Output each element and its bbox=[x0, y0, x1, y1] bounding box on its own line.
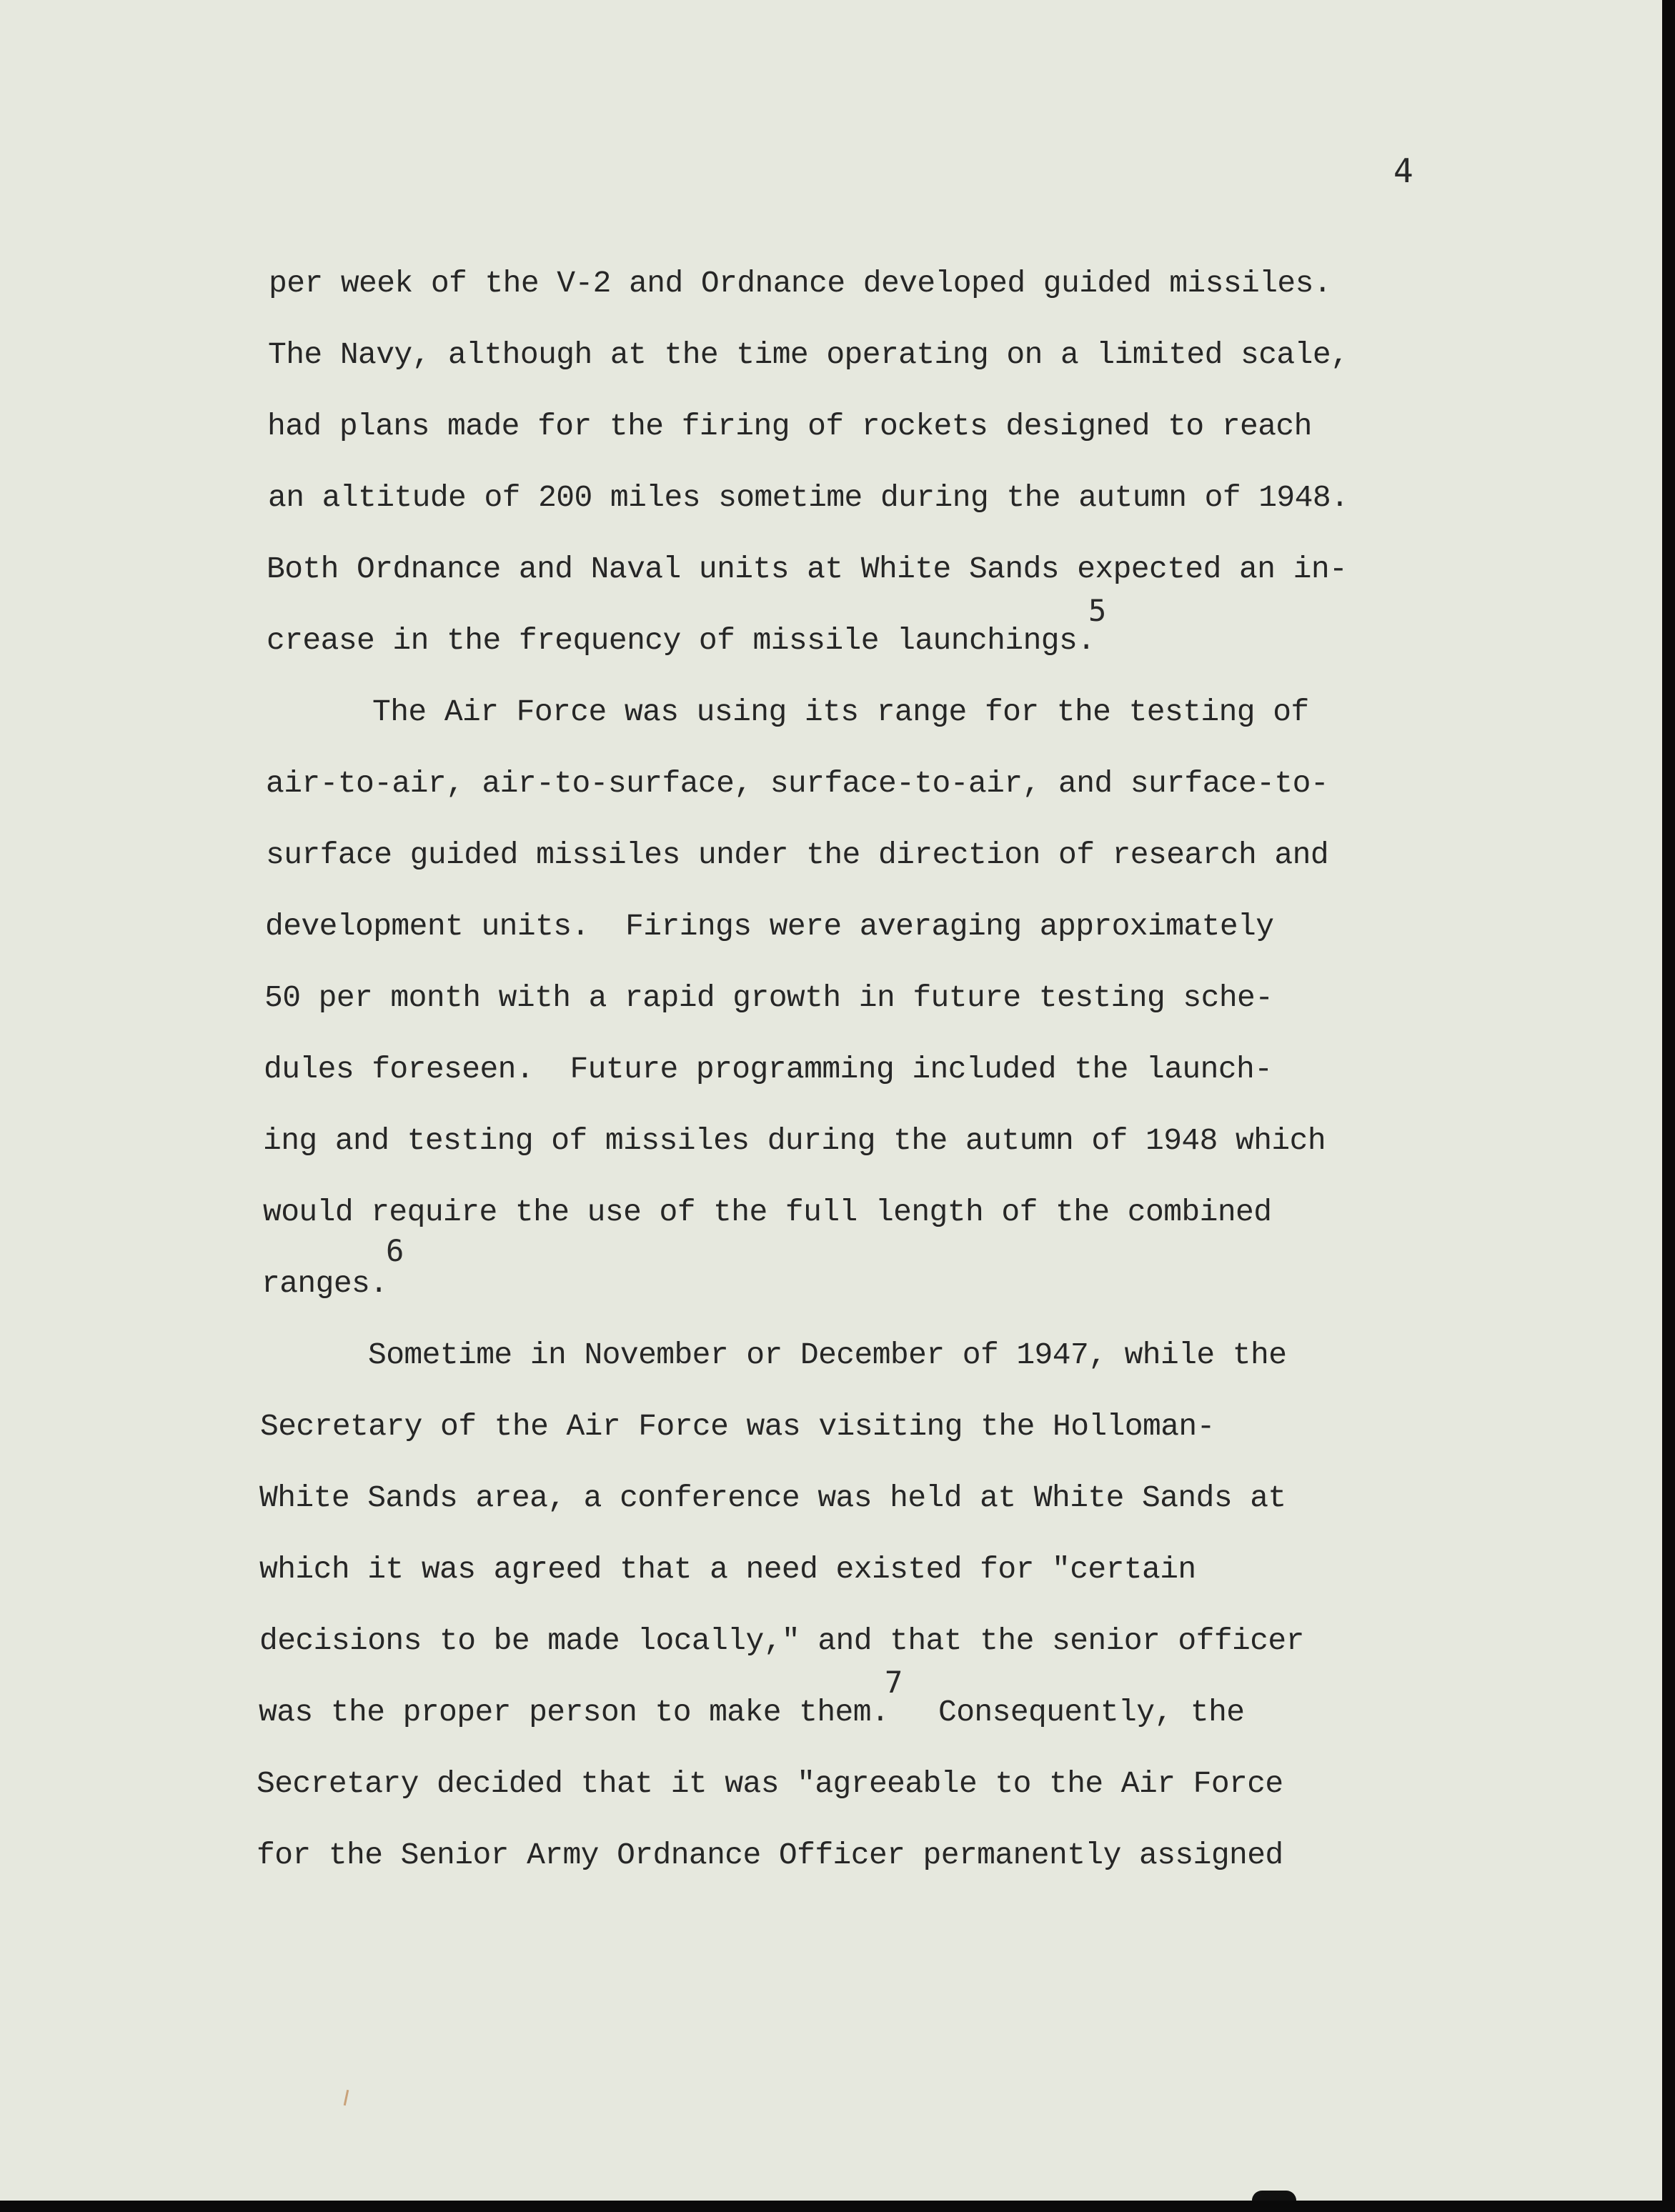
text-line: Sometime in November or December of 1947, while the bbox=[368, 1337, 1287, 1372]
text-line: would require the use of the full length of the combined bbox=[263, 1195, 1272, 1230]
ink-blot bbox=[1252, 2191, 1296, 2201]
text-line: per week of the V-2 and Ordnance developed guided missiles. bbox=[269, 266, 1332, 301]
text-line: development units. Firings were averaging approximately bbox=[265, 909, 1274, 944]
text-line: 50 per month with a rapid growth in future testing sche- bbox=[264, 980, 1273, 1015]
text-line: had plans made for the firing of rockets designed to reach bbox=[267, 409, 1312, 444]
text-line: decisions to be made locally," and that the senior officer bbox=[259, 1623, 1304, 1658]
page-number: 4 bbox=[1393, 151, 1413, 190]
text-line: crease in the frequency of missile launchings. bbox=[267, 623, 1095, 658]
footnote-marker: 7 bbox=[885, 1665, 903, 1700]
text-line: which it was agreed that a need existed for "certain bbox=[259, 1552, 1196, 1587]
footnote-marker: 5 bbox=[1088, 593, 1107, 628]
text-line: an altitude of 200 miles sometime during the autumn of 1948. bbox=[268, 480, 1349, 515]
text-line: Secretary decided that it was "agreeable to the Air Force bbox=[257, 1766, 1283, 1801]
text-line: The Air Force was using its range for the testing of bbox=[372, 694, 1309, 729]
text-line: for the Senior Army Ordnance Officer permanently assigned bbox=[257, 1838, 1283, 1873]
text-line: White Sands area, a conference was held at White Sands at bbox=[259, 1480, 1286, 1515]
scan-border-bottom bbox=[0, 2201, 1675, 2212]
text-line: dules foreseen. Future programming included the launch- bbox=[264, 1052, 1273, 1087]
scan-border-right bbox=[1662, 0, 1675, 2212]
text-line: ranges. bbox=[262, 1266, 388, 1301]
text-line: surface guided missiles under the direction of research and bbox=[266, 837, 1329, 872]
text-line: Secretary of the Air Force was visiting the Holloman- bbox=[260, 1409, 1215, 1444]
scan-mark bbox=[344, 2090, 349, 2106]
text-line: The Navy, although at the time operating on a limited scale, bbox=[268, 337, 1349, 372]
footnote-marker: 6 bbox=[386, 1233, 404, 1268]
text-line: Consequently, the bbox=[938, 1695, 1245, 1730]
text-line: ing and testing of missiles during the autumn of 1948 which bbox=[263, 1123, 1326, 1158]
text-line: was the proper person to make them. bbox=[259, 1695, 890, 1730]
text-line: air-to-air, air-to-surface, surface-to-air, and surface-to- bbox=[266, 766, 1329, 801]
text-line: Both Ordnance and Naval units at White Sands expected an in- bbox=[267, 552, 1348, 587]
